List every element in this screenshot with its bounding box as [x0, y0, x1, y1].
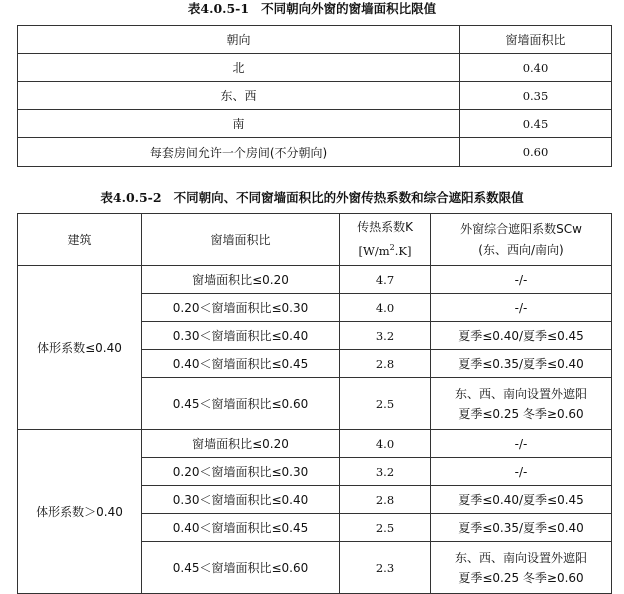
ratio-cell: 0.45＜窗墙面积比≤0.60: [142, 542, 340, 594]
table-row: [18, 54, 612, 82]
ratio-cell: 0.40: [460, 54, 612, 82]
ratio-cell: 0.20＜窗墙面积比≤0.30: [142, 294, 340, 322]
shading-cell: 夏季≤0.40/夏季≤0.45: [431, 486, 612, 514]
ratio-cell: 窗墙面积比≤0.20: [142, 430, 340, 458]
orientation-cell: 东、西: [18, 82, 460, 110]
orientation-cell: 北: [18, 54, 460, 82]
table2-body: [18, 266, 612, 594]
ratio-cell: 0.40＜窗墙面积比≤0.45: [142, 514, 340, 542]
shading-cell: -/-: [431, 294, 612, 322]
table1-header-row: [18, 26, 612, 54]
k-cell: 4.0: [340, 294, 431, 322]
table1-caption: [0, 1, 624, 17]
ratio-cell: 0.45: [460, 110, 612, 138]
ratio-cell: 0.40＜窗墙面积比≤0.45: [142, 350, 340, 378]
ratio-cell: 窗墙面积比≤0.20: [142, 266, 340, 294]
k-cell: 3.2: [340, 322, 431, 350]
shading-cell: [431, 542, 612, 594]
shading-limits: 夏季≤0.25 冬季≥0.60: [458, 406, 584, 421]
building-header: 建筑: [18, 214, 142, 266]
k-cell: 2.5: [340, 378, 431, 430]
orientation-cell: 南: [18, 110, 460, 138]
k-cell: 2.8: [340, 350, 431, 378]
k-cell: 2.5: [340, 514, 431, 542]
table-row: [18, 430, 612, 458]
shading-cell: 夏季≤0.35/夏季≤0.40: [431, 514, 612, 542]
shading-cell: 夏季≤0.40/夏季≤0.45: [431, 322, 612, 350]
shading-limits: 夏季≤0.25 冬季≥0.60: [458, 570, 584, 585]
ratio-cell: 0.20＜窗墙面积比≤0.30: [142, 458, 340, 486]
table1-caption-number: 表4.0.5-1: [187, 1, 250, 16]
shading-header: [431, 214, 612, 266]
table-row: [18, 266, 612, 294]
shading-cell: 夏季≤0.35/夏季≤0.40: [431, 350, 612, 378]
ratio-cell: 0.45＜窗墙面积比≤0.60: [142, 378, 340, 430]
k-cell: 3.2: [340, 458, 431, 486]
k-header-label: 传热系数K: [357, 219, 413, 234]
table1-caption-title: 不同朝向外窗的窗墙面积比限值: [261, 1, 437, 16]
shading-cell: -/-: [431, 430, 612, 458]
table2-caption-title: 不同朝向、不同窗墙面积比的外窗传热系数和综合遮阳系数限值: [173, 190, 524, 205]
shading-cell: -/-: [431, 458, 612, 486]
heat-transfer-shading-table: [17, 213, 612, 594]
window-wall-ratio-table: [17, 25, 612, 167]
shading-cell: [431, 378, 612, 430]
table-row: [18, 110, 612, 138]
shading-cell: -/-: [431, 266, 612, 294]
table-row: [18, 82, 612, 110]
shading-header-sub: (东、西向/南向): [478, 242, 564, 257]
ratio-cell: 0.30＜窗墙面积比≤0.40: [142, 322, 340, 350]
building-group-cell: 体形系数≤0.40: [18, 266, 142, 430]
table-row: [18, 138, 612, 167]
orientation-cell: 每套房间允许一个房间(不分朝向): [18, 138, 460, 167]
table1-body: [18, 54, 612, 167]
k-cell: 4.7: [340, 266, 431, 294]
k-header: [340, 214, 431, 266]
building-group-cell: 体形系数＞0.40: [18, 430, 142, 594]
k-header-unit: $[W/m^2.K]$: [358, 243, 412, 259]
ratio-header: 窗墙面积比: [460, 26, 612, 54]
table2-caption: [0, 190, 624, 206]
k-cell: 2.3: [340, 542, 431, 594]
table2-caption-number: 表4.0.5-2: [100, 190, 162, 205]
k-cell: 2.8: [340, 486, 431, 514]
k-cell: 4.0: [340, 430, 431, 458]
ratio-header: 窗墙面积比: [142, 214, 340, 266]
ratio-cell: 0.35: [460, 82, 612, 110]
orientation-header: 朝向: [18, 26, 460, 54]
ratio-cell: 0.60: [460, 138, 612, 167]
shading-note: 东、西、南向设置外遮阳: [454, 386, 587, 401]
shading-note: 东、西、南向设置外遮阳: [454, 550, 587, 565]
ratio-cell: 0.30＜窗墙面积比≤0.40: [142, 486, 340, 514]
shading-header-label: 外窗综合遮阳系数SCw: [460, 221, 582, 236]
table2-header-row: [18, 214, 612, 266]
